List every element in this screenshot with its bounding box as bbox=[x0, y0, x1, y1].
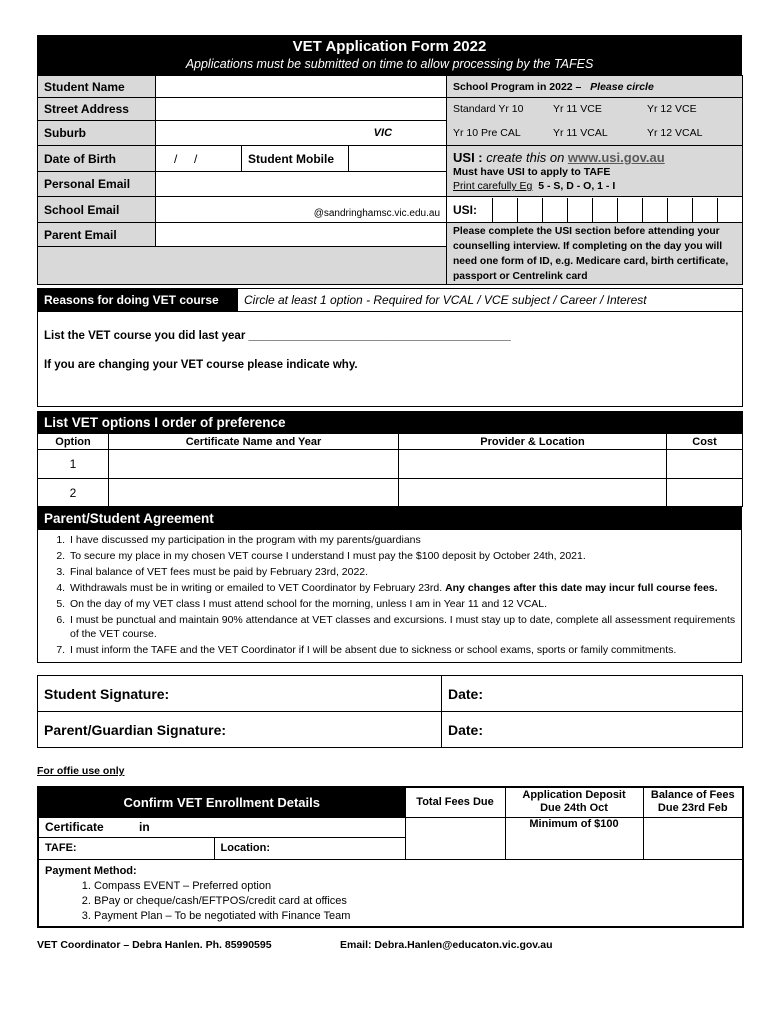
street-address-label: Street Address bbox=[38, 98, 156, 121]
balance-line2: Due 23rd Feb bbox=[657, 802, 728, 815]
balance-label bbox=[643, 787, 743, 817]
office-use-label: For offie use only bbox=[37, 765, 125, 777]
deposit-line1: Application Deposit bbox=[522, 789, 626, 802]
withdrawal-warning: Any changes after this date may incur full course fees. bbox=[445, 582, 718, 594]
usi-entry-label: USI: bbox=[447, 203, 492, 217]
usi-box[interactable] bbox=[592, 198, 617, 222]
agreement-item bbox=[68, 581, 741, 595]
student-name-field[interactable] bbox=[156, 76, 447, 98]
reasons-heading: Reasons for doing VET course bbox=[38, 289, 238, 312]
certificate-cell[interactable] bbox=[109, 479, 399, 507]
coordinator-email[interactable]: Email: Debra.Hanlen@educaton.vic.gov.au bbox=[340, 938, 553, 951]
agreement-item: 6. I must be punctual and maintain 90% attendance at VET classes and excursions. I must stay up to date, complete all assessment requirements of the VET course. bbox=[68, 613, 741, 641]
usi-box[interactable] bbox=[517, 198, 542, 222]
tafe-field[interactable] bbox=[38, 837, 214, 859]
title-block bbox=[38, 36, 742, 75]
program-yr12-vcal[interactable]: Yr 12 VCAL bbox=[647, 126, 703, 139]
balance-field[interactable] bbox=[643, 817, 743, 859]
payment-method-section bbox=[38, 859, 743, 927]
agreement-item: 2. To secure my place in my chosen VET course I understand I must pay the $100 deposit by October 24th, 2021. bbox=[68, 549, 741, 563]
please-circle: Please circle bbox=[590, 80, 654, 93]
agreement-item: 3. Final balance of VET fees must be paid by February 23rd, 2022. bbox=[68, 565, 741, 579]
office-table bbox=[37, 786, 744, 928]
agreement-list bbox=[38, 530, 741, 662]
cost-cell[interactable] bbox=[667, 450, 743, 479]
last-year-course: List the VET course you did last year _________________________________________ bbox=[44, 330, 511, 342]
provider-cell[interactable] bbox=[399, 479, 667, 507]
usi-example: 5 - S, D - O, 1 - I bbox=[538, 180, 616, 192]
suburb-state: VIC bbox=[373, 127, 393, 139]
tafe-label: TAFE: bbox=[45, 842, 77, 854]
agreement-table bbox=[37, 507, 742, 663]
option-number: 1 bbox=[38, 450, 109, 479]
student-details-table bbox=[37, 75, 743, 285]
usi-link[interactable]: www.usi.gov.au bbox=[567, 150, 665, 165]
parent-email-field[interactable] bbox=[156, 223, 447, 247]
certificate-cell[interactable] bbox=[109, 450, 399, 479]
personal-email-label: Personal Email bbox=[38, 172, 156, 197]
usi-box[interactable] bbox=[542, 198, 567, 222]
payment-option: 2. BPay or cheque/cash/EFTPOS/credit card at offices bbox=[94, 894, 736, 909]
school-email-label: School Email bbox=[38, 197, 156, 223]
program-yr12-vce[interactable]: Yr 12 VCE bbox=[647, 103, 697, 116]
school-email-field[interactable] bbox=[156, 197, 447, 223]
agreement-item: 1. I have discussed my participation in the program with my parents/guardians bbox=[68, 533, 741, 547]
blank-grey-area bbox=[38, 247, 447, 285]
col-option: Option bbox=[38, 434, 109, 450]
usi-label: USI : bbox=[453, 150, 487, 165]
provider-cell[interactable] bbox=[399, 450, 667, 479]
suburb-field[interactable] bbox=[156, 121, 447, 146]
usi-print-carefully: Print carefully Eg bbox=[453, 180, 533, 192]
withdrawal-text: Withdrawals must be in writing or emailed to VET Coordinator by February 23rd. bbox=[70, 582, 443, 594]
usi-note: Please complete the USI section before attending your counselling interview. If completing on the day you will need one form of ID, e.g. Medicare card, birth certificate, passport or Centrelink card bbox=[447, 223, 743, 285]
deposit-field[interactable] bbox=[505, 817, 643, 859]
reasons-body[interactable] bbox=[38, 312, 743, 407]
payment-option: 3. Payment Plan – To be negotiated with Finance Team bbox=[94, 909, 736, 924]
usi-entry-row bbox=[447, 197, 743, 223]
vet-options-table bbox=[37, 411, 743, 507]
certificate-field[interactable] bbox=[38, 817, 405, 837]
confirm-heading: Confirm VET Enrollment Details bbox=[38, 787, 405, 817]
total-fees-field[interactable] bbox=[405, 817, 505, 859]
usi-box[interactable] bbox=[567, 198, 592, 222]
school-program-title: School Program in 2022 – bbox=[453, 80, 582, 93]
program-options-row1 bbox=[447, 98, 743, 121]
agreement-body bbox=[38, 530, 742, 663]
student-mobile-field[interactable] bbox=[349, 146, 447, 172]
vet-options-heading: List VET options I order of preference bbox=[38, 412, 743, 434]
in-label: in bbox=[139, 820, 150, 834]
location-field[interactable] bbox=[214, 837, 405, 859]
school-email-domain: @sandringhamsc.vic.edu.au bbox=[313, 208, 441, 219]
signature-table bbox=[37, 675, 743, 748]
program-options-row2 bbox=[447, 121, 743, 146]
usi-box[interactable] bbox=[692, 198, 717, 222]
student-name-label: Student Name bbox=[38, 76, 156, 98]
program-yr11-vcal[interactable]: Yr 11 VCAL bbox=[553, 126, 608, 139]
reasons-instructions[interactable]: Circle at least 1 option - Required for VCAL / VCE subject / Career / Interest bbox=[238, 289, 743, 312]
student-date-label[interactable]: Date: bbox=[442, 676, 743, 712]
option-number: 2 bbox=[38, 479, 109, 507]
usi-must-have: Must have USI to apply to TAFE bbox=[453, 166, 611, 178]
col-provider: Provider & Location bbox=[399, 434, 667, 450]
dob-label: Date of Birth bbox=[38, 146, 156, 172]
certificate-label: Certificate bbox=[45, 820, 104, 834]
program-standard-yr10[interactable]: Standard Yr 10 bbox=[453, 103, 524, 116]
parent-email-label: Parent Email bbox=[38, 223, 156, 247]
student-signature-label[interactable]: Student Signature: bbox=[38, 676, 442, 712]
deposit-line2: Due 24th Oct bbox=[540, 802, 608, 815]
minimum-deposit: Minimum of $100 bbox=[529, 817, 619, 830]
payment-options-list bbox=[45, 879, 736, 924]
payment-method-label: Payment Method: bbox=[45, 864, 137, 877]
balance-line1: Balance of Fees bbox=[650, 789, 735, 802]
usi-box[interactable] bbox=[617, 198, 642, 222]
form-header bbox=[37, 35, 742, 75]
form-subtitle: Applications must be submitted on time to allow processing by the TAFES bbox=[185, 57, 594, 71]
usi-entry-boxes[interactable] bbox=[492, 198, 742, 222]
student-mobile-label: Student Mobile bbox=[242, 146, 349, 172]
usi-info bbox=[447, 146, 743, 197]
reasons-table bbox=[37, 288, 743, 407]
program-yr10-pre-cal[interactable]: Yr 10 Pre CAL bbox=[453, 126, 521, 139]
usi-create-text: create this on bbox=[486, 150, 568, 165]
cost-cell[interactable] bbox=[667, 479, 743, 507]
coordinator-info: VET Coordinator – Debra Hanlen. Ph. 85990595 bbox=[37, 938, 272, 951]
changing-course: If you are changing your VET course please indicate why. bbox=[44, 359, 358, 371]
payment-option: 1. Compass EVENT – Preferred option bbox=[94, 879, 736, 894]
location-label: Location: bbox=[220, 842, 270, 854]
footer bbox=[37, 939, 742, 951]
form-title: VET Application Form 2022 bbox=[292, 38, 487, 55]
school-program-heading bbox=[447, 76, 743, 98]
parent-signature-label[interactable]: Parent/Guardian Signature: bbox=[38, 712, 442, 748]
dob-field[interactable] bbox=[156, 146, 242, 172]
usi-box[interactable] bbox=[642, 198, 667, 222]
usi-box[interactable] bbox=[492, 198, 517, 222]
usi-box[interactable] bbox=[717, 198, 742, 222]
suburb-label: Suburb bbox=[38, 121, 156, 146]
street-address-field[interactable] bbox=[156, 98, 447, 121]
parent-date-label[interactable]: Date: bbox=[442, 712, 743, 748]
agreement-heading: Parent/Student Agreement bbox=[38, 508, 742, 530]
personal-email-field[interactable] bbox=[156, 172, 447, 197]
deposit-label bbox=[505, 787, 643, 817]
dob-slashes: / / bbox=[174, 151, 198, 166]
program-yr11-vce[interactable]: Yr 11 VCE bbox=[553, 103, 602, 116]
vet-application-form bbox=[37, 35, 742, 951]
col-certificate: Certificate Name and Year bbox=[109, 434, 399, 450]
agreement-item: 5. On the day of my VET class I must attend school for the morning, unless I am in Year 11 and 12 VCAL. bbox=[68, 597, 741, 611]
total-fees-label: Total Fees Due bbox=[405, 787, 505, 817]
agreement-item: 7. I must inform the TAFE and the VET Coordinator if I will be absent due to sickness or school exams, sports or family commitments. bbox=[68, 643, 741, 657]
usi-box[interactable] bbox=[667, 198, 692, 222]
col-cost: Cost bbox=[667, 434, 743, 450]
